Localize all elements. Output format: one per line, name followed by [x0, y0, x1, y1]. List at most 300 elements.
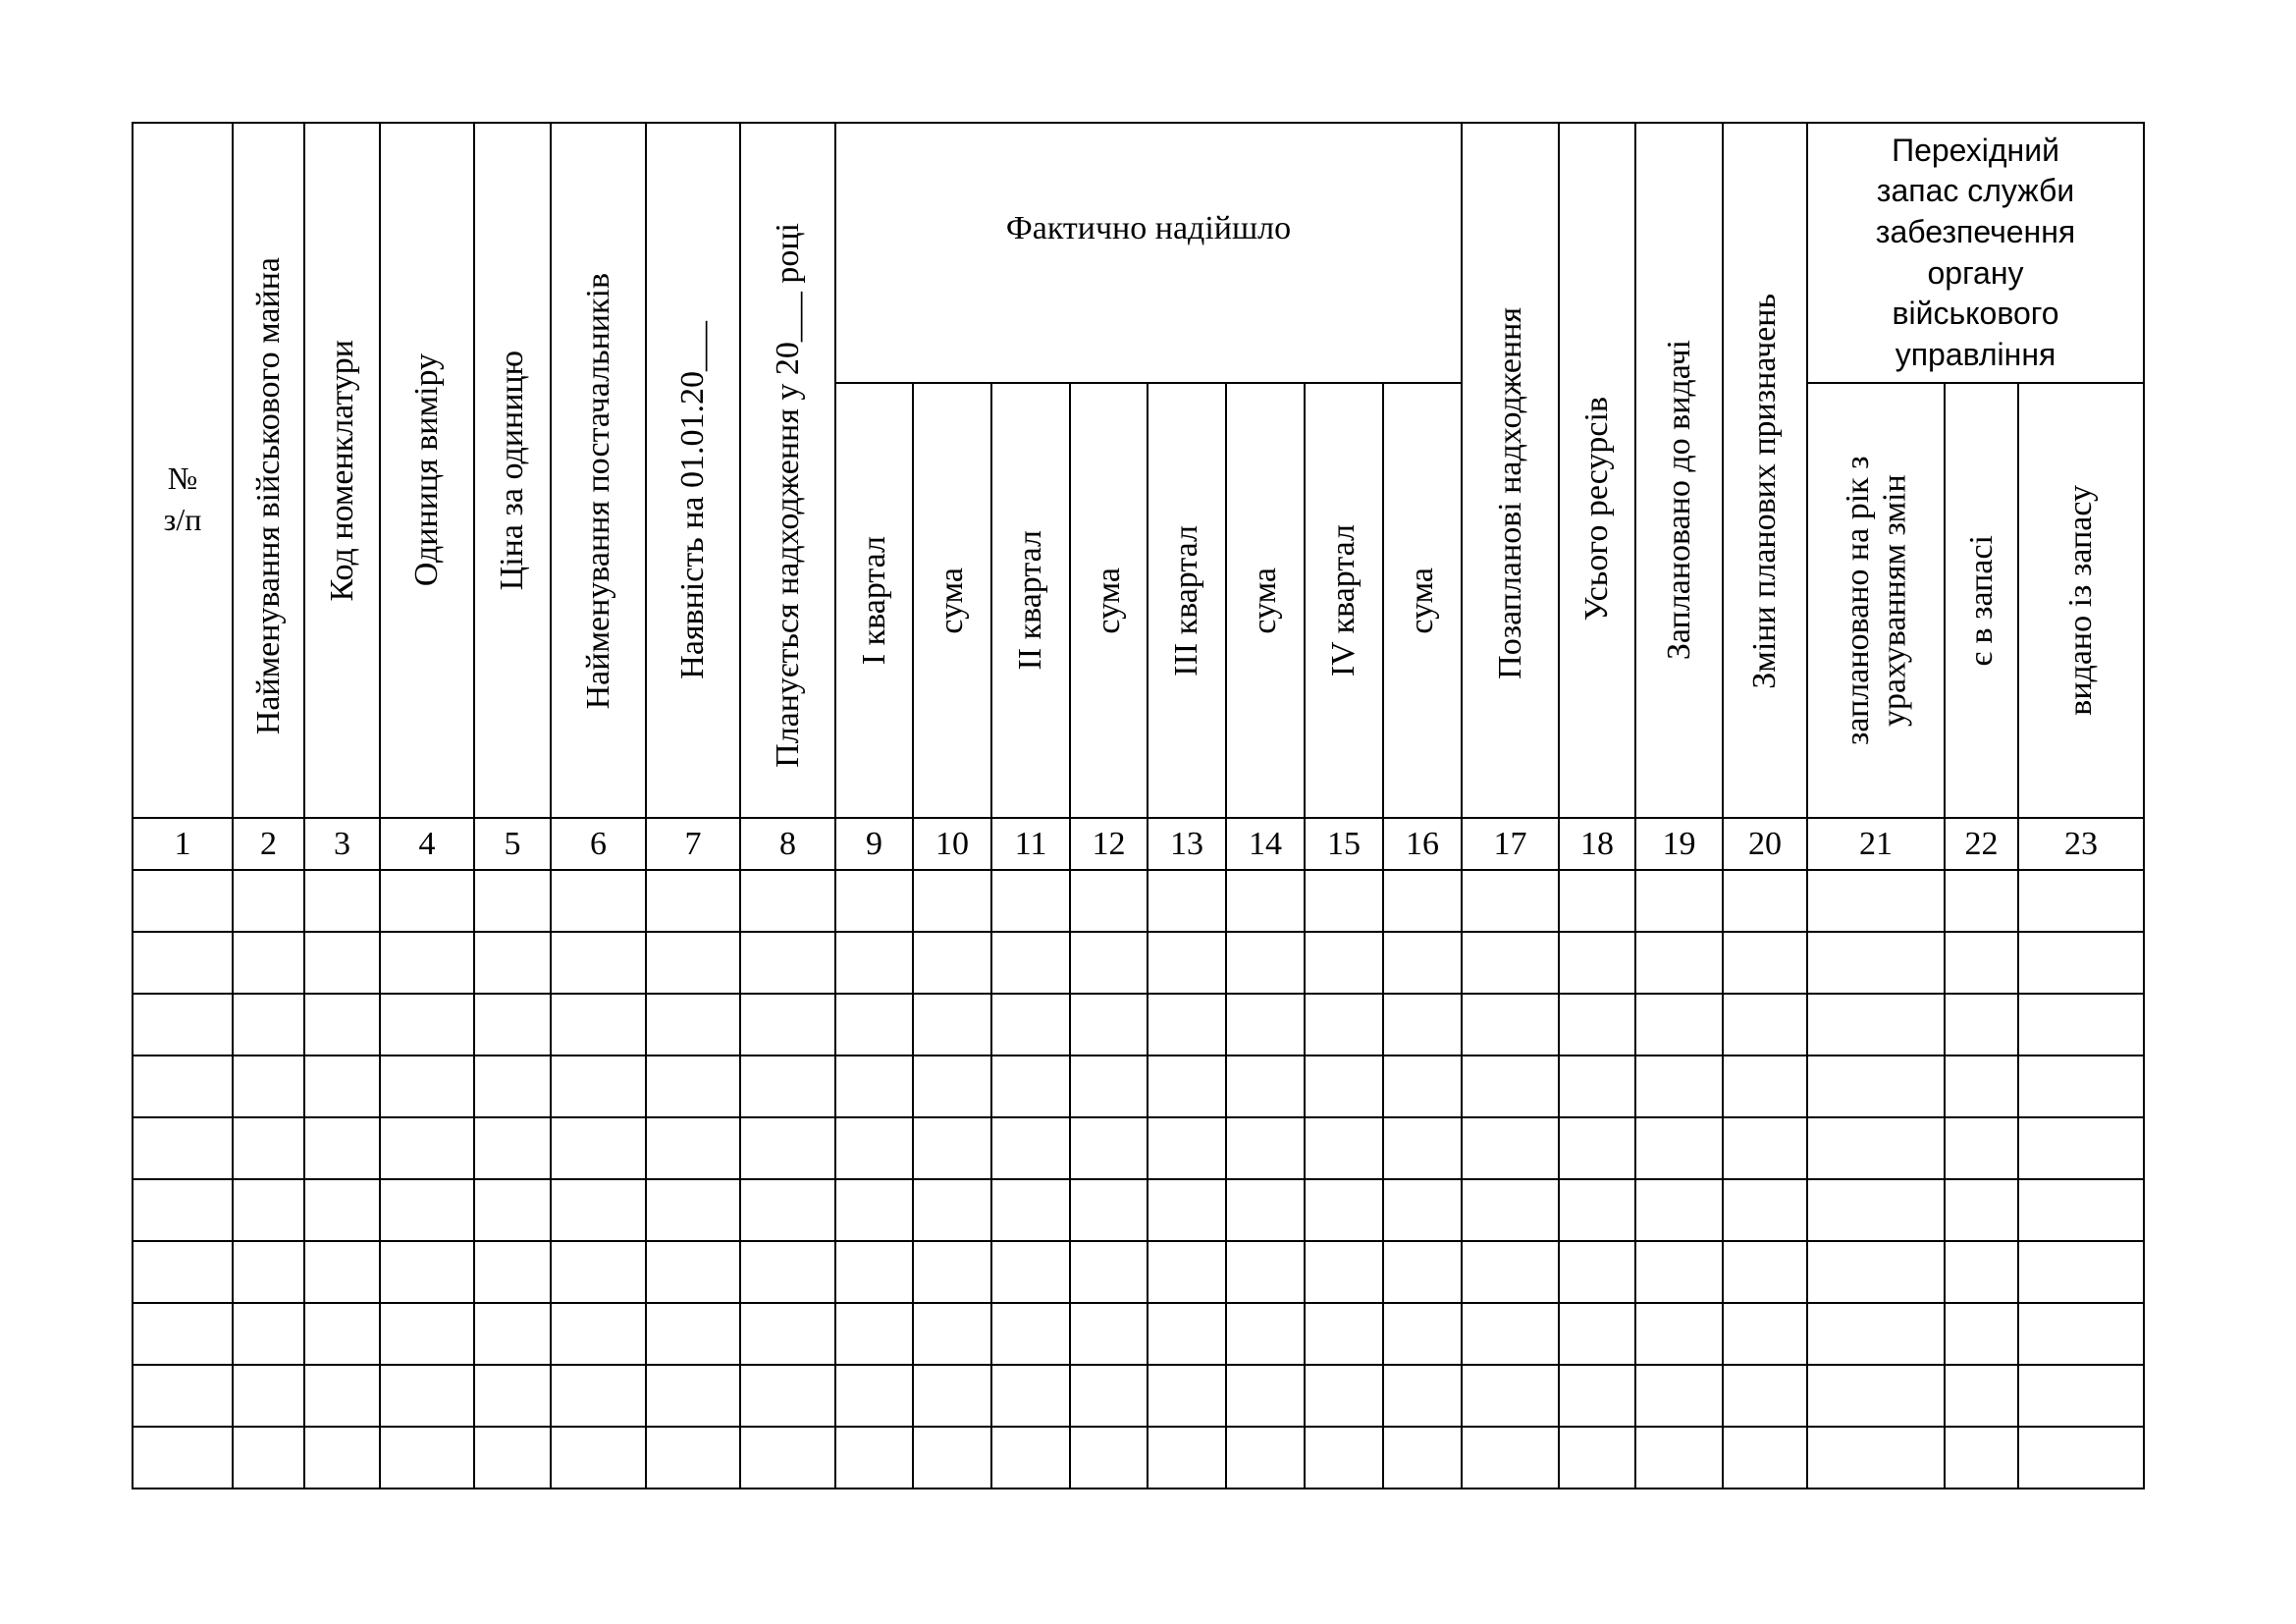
table-cell[interactable]: [474, 1056, 551, 1117]
table-cell[interactable]: [646, 1427, 740, 1489]
table-cell[interactable]: [1148, 1427, 1226, 1489]
table-cell[interactable]: [551, 1241, 646, 1303]
table-cell[interactable]: [991, 994, 1070, 1056]
table-row: [133, 932, 2144, 994]
column-number: 17: [1462, 818, 1559, 870]
column-number: 12: [1070, 818, 1148, 870]
table-cell[interactable]: [913, 994, 991, 1056]
table-cell[interactable]: [913, 1179, 991, 1241]
table-cell[interactable]: [133, 1179, 233, 1241]
table-cell[interactable]: [1635, 1241, 1723, 1303]
table-cell[interactable]: [1635, 1056, 1723, 1117]
table-cell[interactable]: [740, 1117, 835, 1179]
table-cell[interactable]: [1723, 1365, 1807, 1427]
table-cell[interactable]: [646, 1303, 740, 1365]
table-cell[interactable]: [380, 1303, 474, 1365]
table-cell[interactable]: [1559, 870, 1635, 932]
table-cell[interactable]: [1305, 1241, 1383, 1303]
table-cell[interactable]: [1723, 932, 1807, 994]
table-cell[interactable]: [740, 994, 835, 1056]
table-cell[interactable]: [1226, 1056, 1305, 1117]
table-cell[interactable]: [304, 994, 380, 1056]
table-cell[interactable]: [1945, 1241, 2018, 1303]
table-cell[interactable]: [1305, 1056, 1383, 1117]
table-cell[interactable]: [1945, 932, 2018, 994]
table-cell[interactable]: [474, 932, 551, 994]
table-cell[interactable]: [1148, 1365, 1226, 1427]
header-q1-sum: [913, 383, 991, 818]
table-cell[interactable]: [133, 870, 233, 932]
table-cell[interactable]: [835, 994, 913, 1056]
table-cell[interactable]: [2018, 1179, 2144, 1241]
table-cell[interactable]: [1070, 1056, 1148, 1117]
table-cell[interactable]: [1070, 870, 1148, 932]
header-actually-received: [835, 123, 1462, 383]
table-cell[interactable]: [1148, 870, 1226, 932]
table-cell[interactable]: [1807, 1056, 1945, 1117]
table-cell[interactable]: [1807, 1179, 1945, 1241]
table-cell[interactable]: [1559, 1056, 1635, 1117]
table-cell[interactable]: [991, 1427, 1070, 1489]
table-cell[interactable]: [1635, 1117, 1723, 1179]
table-cell[interactable]: [551, 870, 646, 932]
table-cell[interactable]: [1070, 932, 1148, 994]
table-cell[interactable]: [913, 1056, 991, 1117]
table-cell[interactable]: [1148, 1303, 1226, 1365]
table-cell[interactable]: [1945, 1056, 2018, 1117]
table-cell[interactable]: [1226, 1179, 1305, 1241]
table-cell[interactable]: [1462, 932, 1559, 994]
header-in-reserve-text: є в запасі: [1962, 534, 2000, 667]
table-cell[interactable]: [2018, 1427, 2144, 1489]
table-cell[interactable]: [740, 1365, 835, 1427]
inventory-form-table: [132, 122, 2145, 1489]
table-cell[interactable]: [1462, 870, 1559, 932]
table-cell[interactable]: [835, 1056, 913, 1117]
table-cell[interactable]: [835, 870, 913, 932]
header-planned-for-year-text: заплановано на рік з урахуванням змін: [1839, 456, 1912, 745]
header-unit-price-text: Ціна за одиницю: [494, 350, 531, 591]
table-cell[interactable]: [1807, 1117, 1945, 1179]
table-cell[interactable]: [380, 870, 474, 932]
table-cell[interactable]: [1148, 1241, 1226, 1303]
table-cell[interactable]: [1635, 870, 1723, 932]
table-cell[interactable]: [835, 1179, 913, 1241]
table-cell[interactable]: [1070, 1179, 1148, 1241]
table-cell[interactable]: [913, 1117, 991, 1179]
table-cell[interactable]: [380, 1241, 474, 1303]
table-cell[interactable]: [646, 994, 740, 1056]
table-cell[interactable]: [1148, 932, 1226, 994]
column-number: 4: [380, 818, 474, 870]
header-q4: [1305, 383, 1383, 818]
column-number: 3: [304, 818, 380, 870]
table-cell[interactable]: [1462, 1179, 1559, 1241]
table-cell[interactable]: [913, 1427, 991, 1489]
table-cell[interactable]: [1383, 1179, 1462, 1241]
table-cell[interactable]: [474, 1427, 551, 1489]
header-unit-text: Одиниця виміру: [408, 353, 446, 587]
table-cell[interactable]: [551, 1427, 646, 1489]
table-cell[interactable]: [1723, 1241, 1807, 1303]
table-cell[interactable]: [646, 1179, 740, 1241]
table-cell[interactable]: [1070, 1117, 1148, 1179]
table-cell[interactable]: [1462, 1241, 1559, 1303]
table-cell[interactable]: [740, 1241, 835, 1303]
table-cell[interactable]: [2018, 1241, 2144, 1303]
table-cell[interactable]: [133, 1365, 233, 1427]
table-cell[interactable]: [1635, 1427, 1723, 1489]
table-cell[interactable]: [646, 1365, 740, 1427]
table-cell[interactable]: [1723, 1056, 1807, 1117]
table-cell[interactable]: [1807, 1303, 1945, 1365]
column-number: 9: [835, 818, 913, 870]
table-cell[interactable]: [380, 994, 474, 1056]
table-cell[interactable]: [1148, 1117, 1226, 1179]
table-cell[interactable]: [474, 1179, 551, 1241]
table-cell[interactable]: [474, 994, 551, 1056]
table-cell[interactable]: [1723, 1117, 1807, 1179]
header-actually-received-text: Фактично надійшло: [1005, 209, 1292, 246]
header-q1-text: I квартал: [855, 535, 892, 666]
column-number: 1: [133, 818, 233, 870]
table-cell[interactable]: [991, 1179, 1070, 1241]
table-cell[interactable]: [740, 1179, 835, 1241]
table-cell[interactable]: [133, 1303, 233, 1365]
table-row: [133, 870, 2144, 932]
table-cell[interactable]: [233, 1056, 304, 1117]
table-cell[interactable]: [551, 932, 646, 994]
table-cell[interactable]: [835, 1303, 913, 1365]
table-cell[interactable]: [1945, 1427, 2018, 1489]
table-cell[interactable]: [380, 932, 474, 994]
table-cell[interactable]: [991, 1241, 1070, 1303]
table-cell[interactable]: [1383, 1056, 1462, 1117]
table-cell[interactable]: [133, 1056, 233, 1117]
header-q1: [835, 383, 913, 818]
table-cell[interactable]: [1945, 1303, 2018, 1365]
table-cell[interactable]: [1635, 932, 1723, 994]
table-cell[interactable]: [991, 1056, 1070, 1117]
table-cell[interactable]: [1148, 1179, 1226, 1241]
header-nomenclature-code-text: Код номенклатури: [323, 339, 360, 602]
table-cell[interactable]: [304, 1179, 380, 1241]
header-carryover-reserve: [1807, 123, 2144, 383]
table-cell[interactable]: [913, 1241, 991, 1303]
table-cell[interactable]: [740, 932, 835, 994]
table-cell[interactable]: [2018, 1117, 2144, 1179]
header-q3-sum-text: сума: [1247, 567, 1284, 634]
table-cell[interactable]: [835, 1427, 913, 1489]
table-cell[interactable]: [740, 1056, 835, 1117]
table-cell[interactable]: [646, 1117, 740, 1179]
header-q2-sum-text: сума: [1090, 567, 1127, 634]
table-cell[interactable]: [2018, 994, 2144, 1056]
table-cell[interactable]: [1635, 994, 1723, 1056]
column-number: 19: [1635, 818, 1723, 870]
table-cell[interactable]: [1226, 932, 1305, 994]
table-cell[interactable]: [1383, 1241, 1462, 1303]
table-cell[interactable]: [1945, 994, 2018, 1056]
table-cell[interactable]: [991, 932, 1070, 994]
table-cell[interactable]: [1383, 932, 1462, 994]
table-cell[interactable]: [233, 1241, 304, 1303]
table-cell[interactable]: [1945, 1117, 2018, 1179]
table-cell[interactable]: [1305, 1303, 1383, 1365]
table-cell[interactable]: [1559, 1427, 1635, 1489]
header-nomenclature-code: [304, 123, 380, 818]
table-cell[interactable]: [551, 1117, 646, 1179]
header-issued-from-reserve-text: видано із запасу: [2062, 485, 2100, 716]
header-plan-changes: [1723, 123, 1807, 818]
header-q4-sum-text: сума: [1404, 567, 1441, 634]
column-number: 23: [2018, 818, 2144, 870]
header-availability: [646, 123, 740, 818]
table-cell[interactable]: [1723, 1303, 1807, 1365]
table-cell[interactable]: [1559, 1241, 1635, 1303]
column-number: 7: [646, 818, 740, 870]
table-cell[interactable]: [1226, 1303, 1305, 1365]
table-row: [133, 1056, 2144, 1117]
table-cell[interactable]: [1226, 994, 1305, 1056]
table-cell[interactable]: [1807, 994, 1945, 1056]
table-cell[interactable]: [1807, 1365, 1945, 1427]
table-cell[interactable]: [1226, 1117, 1305, 1179]
header-suppliers-text: Найменування постачальників: [579, 272, 616, 709]
header-planned-issue-text: Заплановано до видачі: [1660, 339, 1697, 660]
table-cell[interactable]: [1305, 932, 1383, 994]
table-cell[interactable]: [991, 1117, 1070, 1179]
table-cell[interactable]: [2018, 1056, 2144, 1117]
table-cell[interactable]: [740, 1303, 835, 1365]
table-cell[interactable]: [1070, 1427, 1148, 1489]
header-q2: [991, 383, 1070, 818]
table-cell[interactable]: [1559, 1179, 1635, 1241]
table-cell[interactable]: [474, 1117, 551, 1179]
table-cell[interactable]: [304, 1241, 380, 1303]
column-number-row: [133, 818, 2144, 870]
column-number: 20: [1723, 818, 1807, 870]
table-cell[interactable]: [304, 1365, 380, 1427]
header-q2-text: II квартал: [1012, 530, 1049, 671]
table-cell[interactable]: [1462, 1427, 1559, 1489]
header-unplanned-receipt: [1462, 123, 1559, 818]
table-cell[interactable]: [1462, 1056, 1559, 1117]
header-total-resources: [1559, 123, 1635, 818]
table-cell[interactable]: [304, 1427, 380, 1489]
table-cell[interactable]: [304, 1056, 380, 1117]
table-cell[interactable]: [1945, 1179, 2018, 1241]
table-cell[interactable]: [1462, 1117, 1559, 1179]
table-cell[interactable]: [1226, 1241, 1305, 1303]
table-cell[interactable]: [1559, 1365, 1635, 1427]
table-row: [133, 994, 2144, 1056]
table-cell[interactable]: [304, 1303, 380, 1365]
header-q1-sum-text: сума: [934, 567, 971, 634]
column-number: 14: [1226, 818, 1305, 870]
table-cell[interactable]: [1383, 870, 1462, 932]
table-cell[interactable]: [551, 994, 646, 1056]
table-cell[interactable]: [1070, 1303, 1148, 1365]
table-cell[interactable]: [551, 1365, 646, 1427]
table-cell[interactable]: [1635, 1303, 1723, 1365]
column-number: 21: [1807, 818, 1945, 870]
table-cell[interactable]: [1226, 1427, 1305, 1489]
table-cell[interactable]: [474, 1241, 551, 1303]
table-cell[interactable]: [133, 1117, 233, 1179]
table-cell[interactable]: [1807, 1241, 1945, 1303]
table-cell[interactable]: [835, 1117, 913, 1179]
table-cell[interactable]: [380, 1117, 474, 1179]
table-cell[interactable]: [304, 870, 380, 932]
table-cell[interactable]: [1305, 994, 1383, 1056]
table-cell[interactable]: [1070, 1365, 1148, 1427]
table-cell[interactable]: [2018, 1365, 2144, 1427]
table-cell[interactable]: [646, 1056, 740, 1117]
table-cell[interactable]: [233, 1117, 304, 1179]
table-row: [133, 1303, 2144, 1365]
table-row: [133, 1365, 2144, 1427]
table-cell[interactable]: [233, 1179, 304, 1241]
table-row: [133, 1117, 2144, 1179]
table-cell[interactable]: [474, 1303, 551, 1365]
table-cell[interactable]: [1807, 932, 1945, 994]
table-cell[interactable]: [991, 1303, 1070, 1365]
header-suppliers: [551, 123, 646, 818]
header-unplanned-receipt-text: Позапланові надходження: [1491, 307, 1528, 679]
header-item-name: [233, 123, 304, 818]
table-cell[interactable]: [1723, 870, 1807, 932]
table-cell[interactable]: [2018, 1303, 2144, 1365]
column-number: 2: [233, 818, 304, 870]
table-cell[interactable]: [1070, 994, 1148, 1056]
table-cell[interactable]: [1305, 1117, 1383, 1179]
table-cell[interactable]: [913, 932, 991, 994]
header-item-name-text: Найменування військового майна: [249, 256, 287, 734]
table-body: [133, 870, 2144, 1489]
table-cell[interactable]: [1305, 1427, 1383, 1489]
column-number: 8: [740, 818, 835, 870]
table-cell[interactable]: [646, 932, 740, 994]
table-cell[interactable]: [1559, 994, 1635, 1056]
table-cell[interactable]: [1226, 870, 1305, 932]
table-cell[interactable]: [991, 1365, 1070, 1427]
table-cell[interactable]: [1305, 870, 1383, 932]
table-cell[interactable]: [304, 1117, 380, 1179]
table-cell[interactable]: [646, 870, 740, 932]
table-cell[interactable]: [1148, 1056, 1226, 1117]
table-cell[interactable]: [233, 1303, 304, 1365]
table-cell[interactable]: [835, 932, 913, 994]
header-planned-for-year: [1807, 383, 1945, 818]
table-cell[interactable]: [304, 932, 380, 994]
table-cell[interactable]: [551, 1056, 646, 1117]
table-cell[interactable]: [233, 1365, 304, 1427]
table-cell[interactable]: [1635, 1365, 1723, 1427]
table-cell[interactable]: [1383, 994, 1462, 1056]
table-cell[interactable]: [913, 1365, 991, 1427]
table-cell[interactable]: [1807, 870, 1945, 932]
header-in-reserve: [1945, 383, 2018, 818]
table-cell[interactable]: [1807, 1427, 1945, 1489]
table-cell[interactable]: [233, 932, 304, 994]
table-cell[interactable]: [233, 994, 304, 1056]
table-cell[interactable]: [1148, 994, 1226, 1056]
table-cell[interactable]: [1559, 1117, 1635, 1179]
column-number: 15: [1305, 818, 1383, 870]
table-cell[interactable]: [1070, 1241, 1148, 1303]
table-cell[interactable]: [835, 1241, 913, 1303]
table-cell[interactable]: [551, 1179, 646, 1241]
table-cell[interactable]: [474, 870, 551, 932]
table-cell[interactable]: [1945, 1365, 2018, 1427]
header-unit-price: [474, 123, 551, 818]
table-cell[interactable]: [1383, 1117, 1462, 1179]
table-cell[interactable]: [1723, 1427, 1807, 1489]
table-cell[interactable]: [1305, 1179, 1383, 1241]
table-cell[interactable]: [991, 870, 1070, 932]
table-cell[interactable]: [133, 994, 233, 1056]
header-carryover-reserve-text: Перехідний запас служби забезпечення органу військового управління: [1875, 132, 2076, 372]
header-q3-sum: [1226, 383, 1305, 818]
table-cell[interactable]: [133, 1427, 233, 1489]
header-availability-text: Наявність на 01.01.20___: [674, 321, 712, 679]
table-cell[interactable]: [1945, 870, 2018, 932]
table-cell[interactable]: [1383, 1427, 1462, 1489]
table-cell[interactable]: [551, 1303, 646, 1365]
table-cell[interactable]: [380, 1365, 474, 1427]
table-cell[interactable]: [2018, 932, 2144, 994]
table-cell[interactable]: [1462, 994, 1559, 1056]
header-q2-sum: [1070, 383, 1148, 818]
table-cell[interactable]: [1635, 1179, 1723, 1241]
column-number: 18: [1559, 818, 1635, 870]
table-cell[interactable]: [133, 932, 233, 994]
header-planned-issue: [1635, 123, 1723, 818]
table-cell[interactable]: [380, 1056, 474, 1117]
table-cell[interactable]: [1226, 1365, 1305, 1427]
header-issued-from-reserve: [2018, 383, 2144, 818]
table-cell[interactable]: [1462, 1365, 1559, 1427]
table-cell[interactable]: [1305, 1365, 1383, 1427]
header-total-resources-text: Усього ресурсів: [1578, 396, 1616, 621]
table-cell[interactable]: [1559, 932, 1635, 994]
table-cell[interactable]: [474, 1365, 551, 1427]
table-cell[interactable]: [646, 1241, 740, 1303]
table-cell[interactable]: [1723, 1179, 1807, 1241]
header-unit: [380, 123, 474, 818]
table-cell[interactable]: [1462, 1303, 1559, 1365]
column-number: 10: [913, 818, 991, 870]
table-cell[interactable]: [835, 1365, 913, 1427]
table-row: [133, 1179, 2144, 1241]
table-cell[interactable]: [133, 1241, 233, 1303]
table-cell[interactable]: [1723, 994, 1807, 1056]
column-number: 6: [551, 818, 646, 870]
table-cell[interactable]: [913, 1303, 991, 1365]
table-cell[interactable]: [740, 870, 835, 932]
table-cell[interactable]: [1383, 1303, 1462, 1365]
table-cell[interactable]: [1559, 1303, 1635, 1365]
table-cell[interactable]: [913, 870, 991, 932]
table-cell[interactable]: [233, 1427, 304, 1489]
table-cell[interactable]: [2018, 870, 2144, 932]
table-cell[interactable]: [380, 1179, 474, 1241]
table-cell[interactable]: [1383, 1365, 1462, 1427]
table-cell[interactable]: [740, 1427, 835, 1489]
table-cell[interactable]: [380, 1427, 474, 1489]
table-cell[interactable]: [233, 870, 304, 932]
